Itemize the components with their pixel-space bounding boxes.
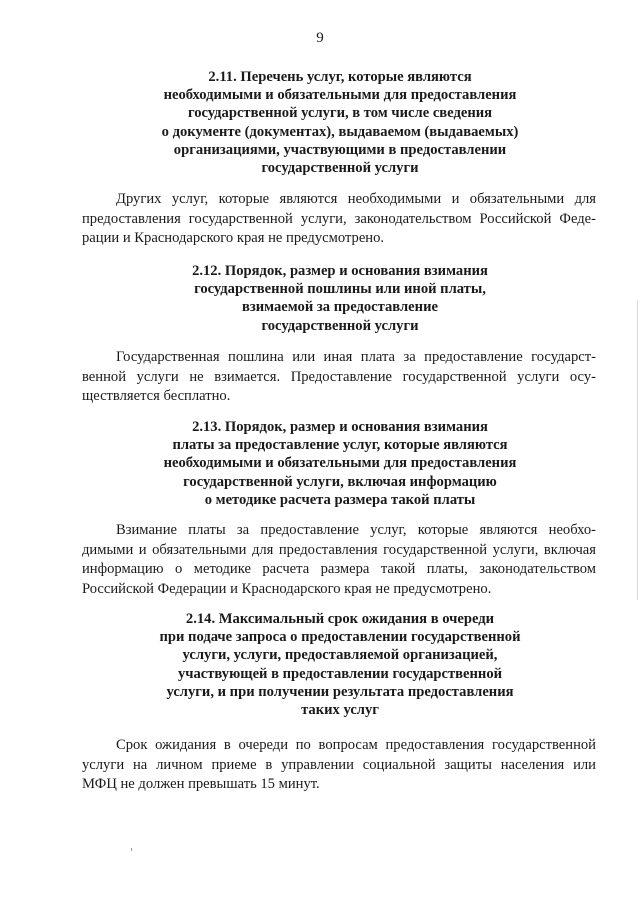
section-2-11-paragraph — [82, 190, 596, 249]
heading-line: государственной услуги, включая информацию — [183, 473, 497, 490]
section-2-12-heading — [60, 262, 620, 335]
scan-edge-line — [637, 300, 638, 600]
heading-line: о методике расчета размера такой платы — [204, 491, 476, 508]
paragraph-line: информацию о методике расчета размера такой платы, законодательством — [82, 561, 596, 577]
scan-speck — [131, 848, 132, 851]
heading-line: 2.14. Максимальный срок ожидания в очереди — [185, 611, 495, 627]
paragraph-line: услуги на личном приеме в управлении социальной защиты населения или — [82, 756, 596, 773]
heading-line: платы за предоставление услуг, которые являются — [172, 437, 508, 454]
heading-line: участвующей в предоставлении государственной — [177, 665, 503, 682]
heading-line: государственной услуги — [261, 160, 419, 177]
section-2-14-heading — [60, 610, 620, 719]
heading-line: при подаче запроса о предоставлении государственной — [159, 629, 521, 646]
heading-line: 2.12. Порядок, размер и основания взимания — [192, 263, 488, 279]
heading-line: государственной услуги — [261, 317, 419, 334]
heading-line: необходимыми и обязательными для предоставления — [163, 455, 517, 472]
paragraph-line: рации и Краснодарского края не предусмотрено. — [82, 230, 385, 246]
section-2-11-heading — [60, 68, 620, 177]
section-2-13-paragraph — [82, 521, 596, 599]
heading-line: 2.13. Порядок, размер и основания взимания — [192, 419, 488, 435]
heading-line: 2.11. Перечень услуг, которые являются — [208, 69, 472, 85]
heading-line: организациями, участвующими в предоставлении — [173, 141, 507, 158]
heading-line: необходимыми и обязательными для предоставления — [163, 87, 517, 104]
paragraph-line: димыми и обязательными для предоставления государственной услуги, включая — [82, 541, 596, 558]
section-2-14-paragraph — [82, 736, 596, 795]
paragraph-line: Других услуг, которые являются необходимыми и обязательными для — [116, 191, 596, 207]
section-2-12-paragraph — [82, 348, 596, 407]
section-2-13-heading — [60, 418, 620, 509]
heading-line: взимаемой за предоставление — [242, 299, 438, 316]
page-number: 9 — [316, 30, 324, 46]
heading-line: государственной пошлины или иной платы, — [194, 281, 486, 298]
paragraph-line: предоставления государственной услуги, законодательством Российской Феде- — [82, 210, 596, 227]
paragraph-line: Срок ожидания в очереди по вопросам предоставления государственной — [116, 737, 596, 753]
heading-line: государственной услуги, в том числе сведения — [187, 105, 493, 122]
paragraph-line: ществляется бесплатно. — [82, 388, 231, 404]
paragraph-line: Государственная пошлина или иная плата за предоставление государст- — [116, 349, 596, 365]
heading-line: таких услуг — [301, 702, 379, 719]
paragraph-line: МФЦ не должен превышать 15 минут. — [82, 776, 320, 792]
paragraph-line: венной услуги не взимается. Предоставление государственной услуги осу- — [82, 368, 596, 385]
heading-line: услуги, услуги, предоставляемой организацией, — [182, 647, 498, 664]
paragraph-line: Российской Федерации и Краснодарского края не предусмотрено. — [82, 580, 492, 597]
heading-line: о документе (документах), выдаваемом (выдаваемых) — [161, 123, 519, 140]
paragraph-line: Взимание платы за предоставление услуг, которые являются необхо- — [116, 522, 596, 538]
heading-line: услуги, и при получении результата предоставления — [166, 683, 514, 700]
